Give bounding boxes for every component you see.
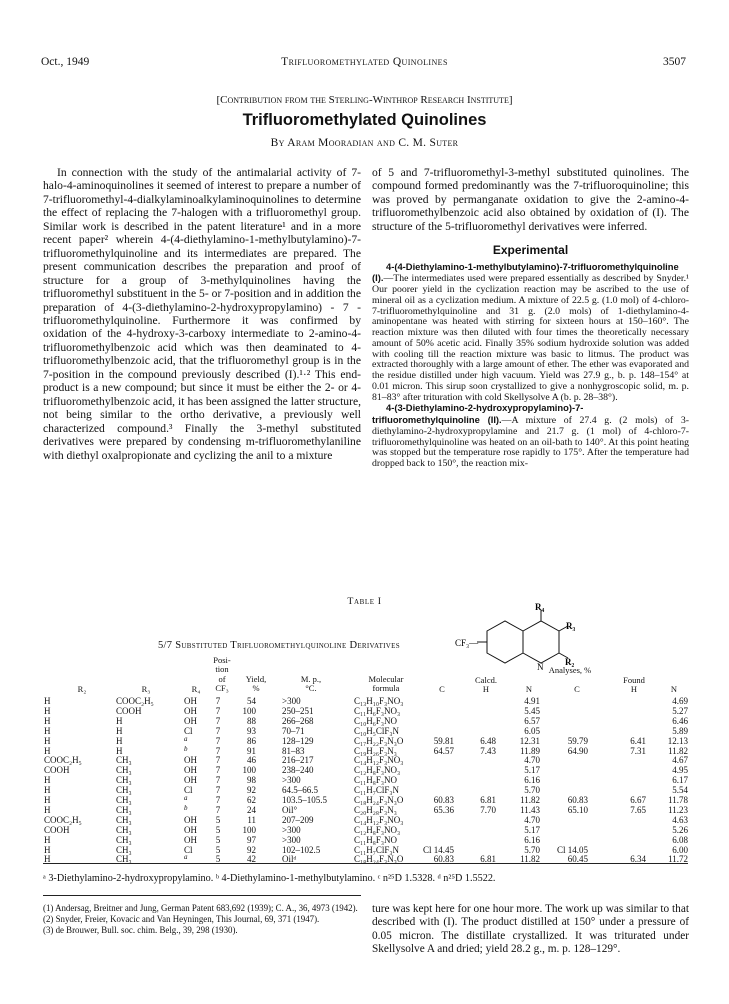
cell-calcd-n: 6.16 (524, 834, 540, 845)
header-r3: R₃ (141, 684, 151, 694)
cell-yield: 92 (247, 844, 256, 855)
cell-found-n: 5.89 (672, 725, 688, 736)
cell-found-n: 4.95 (672, 765, 688, 776)
article-title: Trifluoromethylated Quinolines (242, 111, 487, 129)
cell-found-n: 6.17 (672, 775, 688, 786)
struct-r2: R₂ (565, 657, 575, 667)
cell-cf3-position: 7 (215, 715, 221, 726)
cell-mp: 81–83 (282, 745, 305, 756)
cell-found-n: 5.26 (672, 824, 688, 835)
cell-r3: CH₃ (116, 755, 132, 766)
cell-mp: 238–240 (282, 765, 314, 776)
cell-yield: 54 (247, 696, 256, 706)
cell-r4: Cl (184, 844, 193, 855)
header-analyses: Analyses, % (548, 665, 592, 675)
struct-r4: R₄ (535, 602, 545, 612)
cell-r2: COOC₂H₅ (44, 814, 82, 825)
cell-r4: a (184, 853, 188, 862)
cell-mp: >300 (282, 824, 301, 835)
cell-r3: H (116, 715, 123, 726)
header-yield (239, 675, 273, 694)
header-r4: R₄ (191, 684, 201, 694)
cell-cf3-position: 7 (215, 696, 221, 706)
cell-formula: C₁₂H₈F₃NO₃ (354, 765, 401, 776)
cell-r2: H (44, 715, 51, 726)
cell-r4: OH (184, 765, 197, 776)
cell-formula: C₁₃H₁₀F₃NO₃ (354, 696, 404, 706)
cell-r3: CH₃ (116, 834, 132, 845)
experimental-heading: Experimental (492, 243, 569, 258)
header-position-l1: Posi- (213, 655, 231, 665)
cell-yield: 42 (247, 854, 256, 865)
cell-r2: COOH (44, 824, 70, 835)
cell-r3: CH₃ (116, 854, 132, 865)
table-label: Table I (347, 596, 382, 607)
compound-i-text: —The intermediates used were prepared essentially as described by Snyder.¹ Our poorer yield in the cyclization reaction may be ascribed to the use of mineral oil as a cyclization medium. A mixture of 22.5 g. (1.0 mol) of 4-chloro-7-trifluoromethylquinoline and 31 g. (2.0 mols) of 1-diethylamino-4-aminopentane was heated with stirring for sixteen hours at 150–160°. The reaction mixture was then diluted with four times the theoretically necessary amount of 50% acetic acid. Finally 35% sodium hydroxide solution was added with cooling till the reaction mixture was basic to litmus. The product was extracted thoroughly with a large amount of ether. The ether was evaporated and the residue distilled under high vacuum. Yield was 27.9 g., b. p. 148–154° at 0.01 micron. This sirup soon crystallized to give a nonhygroscopic solid, m. p. 81–83° after trituration with cold Skellysolve A (b. p. 28–38°). (372, 273, 689, 403)
cell-mp: >300 (282, 834, 301, 845)
cell-formula: C₁₈H₂₄F₃N₃O (354, 854, 404, 865)
cell-found-n: 4.67 (672, 755, 688, 766)
cell-r4: a (184, 794, 188, 802)
cell-calcd-h: 6.48 (480, 735, 496, 746)
cell-formula: C₁₁H₆F₃NO₃ (354, 705, 401, 716)
cell-r3: COOC₂H₅ (116, 696, 154, 706)
cell-r3: CH₃ (116, 765, 132, 776)
cell-formula: C₁₄H₁₂F₃NO₃ (354, 755, 404, 766)
cell-r2: H (44, 795, 51, 805)
header-found-h: H (630, 684, 638, 694)
cell-yield: 24 (247, 804, 256, 815)
cell-found-n: 4.63 (672, 814, 688, 825)
cell-calcd-c: 60.83 (433, 795, 454, 805)
cell-cf3-position: 7 (215, 735, 221, 746)
cell-r2: H (44, 775, 51, 786)
cell-r3: H (116, 745, 123, 756)
struct-n: N (537, 662, 544, 672)
compound-ii-heading: 4-(3-Diethylamino-2-hydroxypropylamino)-7-trifluoromethylquinoline (II). (372, 402, 584, 426)
cell-calcd-c: 65.36 (433, 804, 454, 815)
cell-cf3-position: 7 (215, 745, 221, 756)
cell-found-n: 4.69 (672, 696, 688, 706)
cell-mp: Oil° (282, 804, 298, 815)
cell-r2: H (44, 745, 51, 756)
cell-calcd-n: 12.31 (519, 735, 540, 746)
cell-r3: CH₃ (116, 804, 132, 815)
cell-r4: Cl (184, 785, 193, 796)
cell-formula: C₁₁H₇ClF₃N (354, 785, 400, 796)
cell-r2: H (44, 834, 51, 845)
cell-r3: CH₃ (116, 824, 132, 835)
running-title: Trifluoromethylated Quinolines (281, 56, 448, 68)
cell-found-c: 60.45 (567, 854, 588, 865)
cell-r2: COOH (44, 765, 70, 776)
cell-cf3-position: 7 (215, 775, 221, 786)
cell-yield: 100 (242, 824, 256, 835)
header-found-n: N (670, 684, 678, 694)
cell-found-n: 11.23 (668, 804, 688, 815)
header-yield-l1: Yield, (245, 674, 267, 684)
footnotes (43, 903, 361, 936)
struct-cf3: CF₃— (455, 638, 479, 648)
cell-r2: H (44, 854, 51, 865)
cell-formula: C₁₀H₆F₃NO (354, 715, 398, 726)
cell-found-n: 11.78 (668, 795, 688, 805)
cell-cf3-position: 5 (215, 834, 221, 845)
cell-yield: 98 (247, 775, 256, 786)
cell-calcd-n: 6.57 (524, 715, 540, 726)
experimental-text (372, 262, 689, 470)
cell-r4: OH (184, 834, 197, 845)
cell-found-c: Cl 14.05 (556, 844, 588, 855)
cell-found-c: 65.10 (567, 804, 588, 815)
header-position (207, 656, 237, 694)
page-number: 3507 (663, 56, 686, 68)
cell-found-c: 59.79 (567, 735, 588, 746)
cell-cf3-position: 5 (215, 854, 221, 865)
contribution-line: [Contribution from the Sterling-Winthrop Research Institute] (216, 94, 513, 106)
cell-found-h: 7.65 (630, 804, 646, 815)
cell-calcd-n: 5.70 (524, 785, 540, 796)
cell-found-c: 60.83 (567, 795, 588, 805)
cell-r4: b (184, 744, 188, 753)
cell-r2: H (44, 696, 51, 706)
cell-calcd-n: 6.05 (524, 725, 540, 736)
cell-formula: C₁₇H₂₂F₃N₃O (354, 735, 404, 746)
cell-calcd-n: 5.70 (524, 844, 540, 855)
cell-found-n: 6.08 (672, 834, 688, 845)
pyridine-ring (523, 621, 559, 663)
cell-r4: OH (184, 705, 197, 716)
cell-r4: OH (184, 814, 197, 825)
cell-yield: 86 (247, 735, 256, 746)
cell-cf3-position: 7 (215, 795, 221, 805)
header-position-l2: tion (215, 664, 229, 675)
cell-calcd-c: Cl 14.45 (422, 844, 454, 855)
cell-yield: 62 (247, 795, 256, 805)
compound-i-heading: 4-(4-Diethylamino-1-methylbutylamino)-7-trifluoromethylquinoline (I). (372, 260, 679, 284)
header-formula-l1: Molecular (368, 674, 404, 684)
header-yield-l2: % (252, 683, 260, 694)
cell-calcd-n: 11.43 (520, 804, 540, 815)
cell-found-n: 5.27 (672, 705, 688, 716)
cell-calcd-n: 4.70 (524, 814, 540, 825)
running-header (0, 56, 729, 72)
cell-r2: H (44, 844, 51, 855)
struct-r3: R₃ (566, 621, 576, 631)
footnote-1: (1) Andersag, Breitner and Jung, German Patent 683,692 (1939); C. A., 36, 4973 (1942). (43, 903, 358, 913)
footnote-rule (43, 895, 361, 896)
footnote-2: (2) Snyder, Freier, Kovacic and Van Heyningen, This Journal, 69, 371 (1947). (43, 913, 320, 924)
cell-calcd-n: 5.17 (524, 824, 540, 835)
header-calcd-n: N (525, 684, 533, 694)
cell-formula: C₁₀H₅ClF₃N (354, 725, 400, 736)
cell-calcd-n: 5.45 (524, 705, 540, 716)
cell-cf3-position: 5 (215, 844, 221, 855)
cell-r2: H (44, 725, 51, 736)
header-calcd: Calcd. (475, 675, 497, 685)
exp-paragraph-2 (372, 403, 689, 470)
cell-calcd-h: 6.81 (480, 854, 496, 865)
cell-yield: 88 (247, 715, 256, 726)
cell-r3: CH₃ (116, 775, 132, 786)
cell-found-h: 6.34 (630, 854, 646, 865)
header-formula-l2: formula (372, 683, 400, 694)
cell-found-n: 11.82 (668, 745, 688, 756)
cell-r2: H (44, 785, 51, 796)
cell-calcd-n: 5.17 (524, 765, 540, 776)
cell-r3: CH₃ (116, 795, 132, 805)
header-formula (353, 675, 419, 694)
cell-calcd-n: 6.16 (524, 775, 540, 786)
cell-mp: 207–209 (282, 814, 314, 825)
header-r2: R₂ (77, 684, 87, 694)
cell-cf3-position: 5 (215, 814, 221, 825)
cell-r3: H (116, 735, 123, 746)
cell-formula: C₁₈H₂₄F₃N₃O (354, 795, 404, 805)
cell-calcd-h: 6.81 (480, 795, 496, 805)
cell-mp: 128–129 (282, 735, 314, 746)
cell-r3: COOH (116, 705, 142, 716)
cell-calcd-n: 4.70 (524, 755, 540, 766)
table-footnotes: ᵃ 3-Diethylamino-2-hydroxypropylamino. ᵇ 4-Diethylamino-1-methylbutylamino. ᶜ n²⁵D 1.5328. ᵈ n²⁵D 1.5522. (43, 873, 496, 884)
cell-found-h: 6.41 (630, 735, 646, 746)
cell-calcd-n: 11.82 (520, 795, 540, 805)
exp-paragraph-1 (372, 262, 689, 404)
header-calcd-h: H (482, 684, 490, 694)
cell-found-n: 5.54 (672, 785, 688, 796)
cell-r4: OH (184, 775, 197, 786)
cell-yield: 11 (247, 814, 256, 825)
cell-mp: 266–268 (282, 715, 314, 726)
cell-found-n: 11.72 (668, 854, 688, 865)
cell-r4: OH (184, 755, 197, 766)
header-mp-l2: °C. (305, 683, 317, 694)
cell-calcd-n: 4.91 (524, 696, 540, 706)
header-mp (286, 675, 336, 694)
header-position-l4: CF₃ (215, 683, 229, 694)
cell-found-n: 6.46 (672, 715, 688, 726)
intro-paragraph: In connection with the study of the antimalarial activity of 7-halo-4-aminoquinolines it seemed of interest to prepare a number of 7-trifluoromethyl-4-dialkylaminoalkylaminoquinolines to determine the effect of replacing the 7-halogen with a trifluoromethyl group. Similar work is described in the patent literature¹ and in a more recent paper² wherein 4-(4-diethylamino-1-methylbutylamino)-7-trifluoromethylquinoline and its intermediates are prepared. The present communication describes the preparation and proof of structure for a group of 3-methylquinolines having the trifluoromethyl substituent in the 5- or 7-position and in addition the preparation of 4-(3-diethylamino-2-hydroxypropylamino) - 7 - trifluoromethylquinoline. Furthermore it was confirmed by oxidation of the 4-hydroxy-3-carboxy intermediate to 2-amino-4-trifluoromethylbenzoic acid which was then deaminated to 4-trifluoromethylbenzoic acid, that the trifluoromethyl group is in the 7-position in the compound previously described (I).¹·² This end-product is a new compound; but since it must be either the 2- or 4-trifluoromethylbenzoic acid, it has been assigned the latter structure, not being similar to the ortho derivative, a previously well characterized compound.³ Finally the 3-methyl substituted derivatives were prepared by condensing m-trifluoromethylaniline with diethyl oxalpropionate and cyclizing the anil to a mixture (43, 166, 361, 462)
cell-found-c: 64.90 (567, 745, 588, 756)
cell-r3: CH₃ (116, 785, 132, 796)
cell-r2: H (44, 735, 51, 746)
cell-cf3-position: 7 (215, 804, 221, 815)
cell-formula: C₁₁H₈F₃NO (354, 775, 398, 786)
cell-mp: 103.5–105.5 (282, 795, 327, 805)
header-calcd-c: C (439, 684, 445, 694)
cell-mp: >300 (282, 696, 301, 706)
cell-yield: 46 (247, 755, 256, 766)
footnote-3: (3) de Brouwer, Bull. soc. chim. Belg., 39, 298 (1930). (43, 924, 238, 935)
benzene-ring (487, 621, 523, 663)
cell-calcd-n: 11.82 (520, 854, 540, 865)
header-mp-l1: M. p., (300, 674, 322, 684)
cell-yield: 100 (242, 705, 256, 716)
cell-found-n: 12.13 (667, 735, 688, 746)
cell-mp: Oilᵈ (282, 854, 297, 865)
cell-cf3-position: 5 (215, 824, 221, 835)
cell-r3: H (116, 725, 123, 736)
cell-r2: COOC₂H₅ (44, 755, 82, 766)
cell-calcd-c: 64.57 (433, 745, 454, 756)
cell-cf3-position: 7 (215, 785, 221, 796)
cell-formula: C₂₀H₂₈F₃N₃ (354, 804, 397, 815)
cell-r4: OH (184, 824, 197, 835)
cell-r4: b (184, 803, 188, 812)
cell-formula: C₁₄H₁₂F₃NO₃ (354, 814, 404, 825)
cell-cf3-position: 7 (215, 725, 221, 736)
cell-found-n: 6.00 (672, 844, 688, 855)
cell-r4: OH (184, 696, 197, 706)
right-column (372, 166, 689, 470)
table-title: 5/7 Substituted Trifluoromethylquinoline Derivatives (158, 640, 400, 651)
cell-calcd-c: 60.83 (433, 854, 454, 865)
cell-r4: Cl (184, 725, 193, 736)
cell-cf3-position: 7 (215, 705, 221, 716)
cell-calcd-h: 7.70 (480, 804, 496, 815)
cell-calcd-n: 11.89 (520, 745, 540, 756)
issue-date: Oct., 1949 (41, 56, 90, 68)
compound-ii-text: —A mixture of 27.4 g. (2 mols) of 3-diethylamino-2-hydroxypropylamine and 21.7 g. (1 mol) of 4-chloro-7-trifluoromethylquinoline was heated on an oil-bath to 140°. At this point heating was stopped but the temperature rose rapidly to 175°. After the temperature had dropped back to 150°, the reaction mix- (372, 415, 689, 470)
cell-found-h: 7.31 (630, 745, 646, 756)
cell-mp: 64.5–66.5 (282, 785, 318, 796)
cell-formula: C₁₂H₈F₃NO₃ (354, 824, 401, 835)
cell-mp: 250–251 (282, 705, 314, 716)
cell-r3: CH₃ (116, 844, 132, 855)
cell-mp: 102–102.5 (282, 844, 321, 855)
cell-r2: H (44, 705, 51, 716)
cell-r3: CH₃ (116, 814, 132, 825)
cell-calcd-h: 7.43 (480, 745, 496, 756)
cell-yield: 97 (247, 834, 256, 845)
cell-yield: 100 (242, 765, 256, 776)
cell-yield: 92 (247, 785, 256, 796)
cell-found-h: 6.67 (630, 795, 646, 805)
cell-cf3-position: 7 (215, 755, 221, 766)
cell-r2: H (44, 804, 51, 815)
experimental-continuation: ture was kept here for one hour more. The work up was similar to that described with (I). The product distilled at 150° under a pressure of 0.05 micron. The distillate crystallized. It was triturated under Skellysolve A and dried; yield 28.2 g., m. p. 128–129°. (372, 903, 689, 955)
cell-formula: C₁₉H₂₆F₃N₃ (354, 745, 397, 756)
cell-mp: 216–217 (282, 755, 314, 766)
cell-yield: 91 (247, 745, 256, 756)
cell-formula: C₁₁H₇ClF₃N (354, 844, 400, 855)
cell-r4: OH (184, 715, 197, 726)
cell-mp: 70–71 (282, 725, 305, 736)
table-bottom-rule (43, 863, 688, 864)
intro-continuation: of 5 and 7-trifluoromethyl-3-methyl substituted quinolines. The compound formed predominantly was the 7-trifluoroquinoline; this was proved by permanganate oxidation to give the 2-amino-4-trifluoromethylbenzoic acid also obtained by oxidation of (I). The structure of the 5-trifluoromethyl derivatives were inferred. (372, 166, 689, 233)
cell-yield: 93 (247, 725, 256, 736)
cell-r4: a (184, 734, 188, 743)
cell-cf3-position: 7 (215, 765, 221, 776)
cell-calcd-c: 59.81 (433, 735, 454, 746)
cell-formula: C₁₁H₈F₃NO (354, 834, 398, 845)
byline: By Aram Mooradian and C. M. Suter (270, 137, 459, 149)
header-position-l3: of (218, 673, 226, 684)
cell-mp: >300 (282, 775, 301, 786)
header-found: Found (623, 675, 645, 685)
header-found-c: C (574, 684, 580, 694)
